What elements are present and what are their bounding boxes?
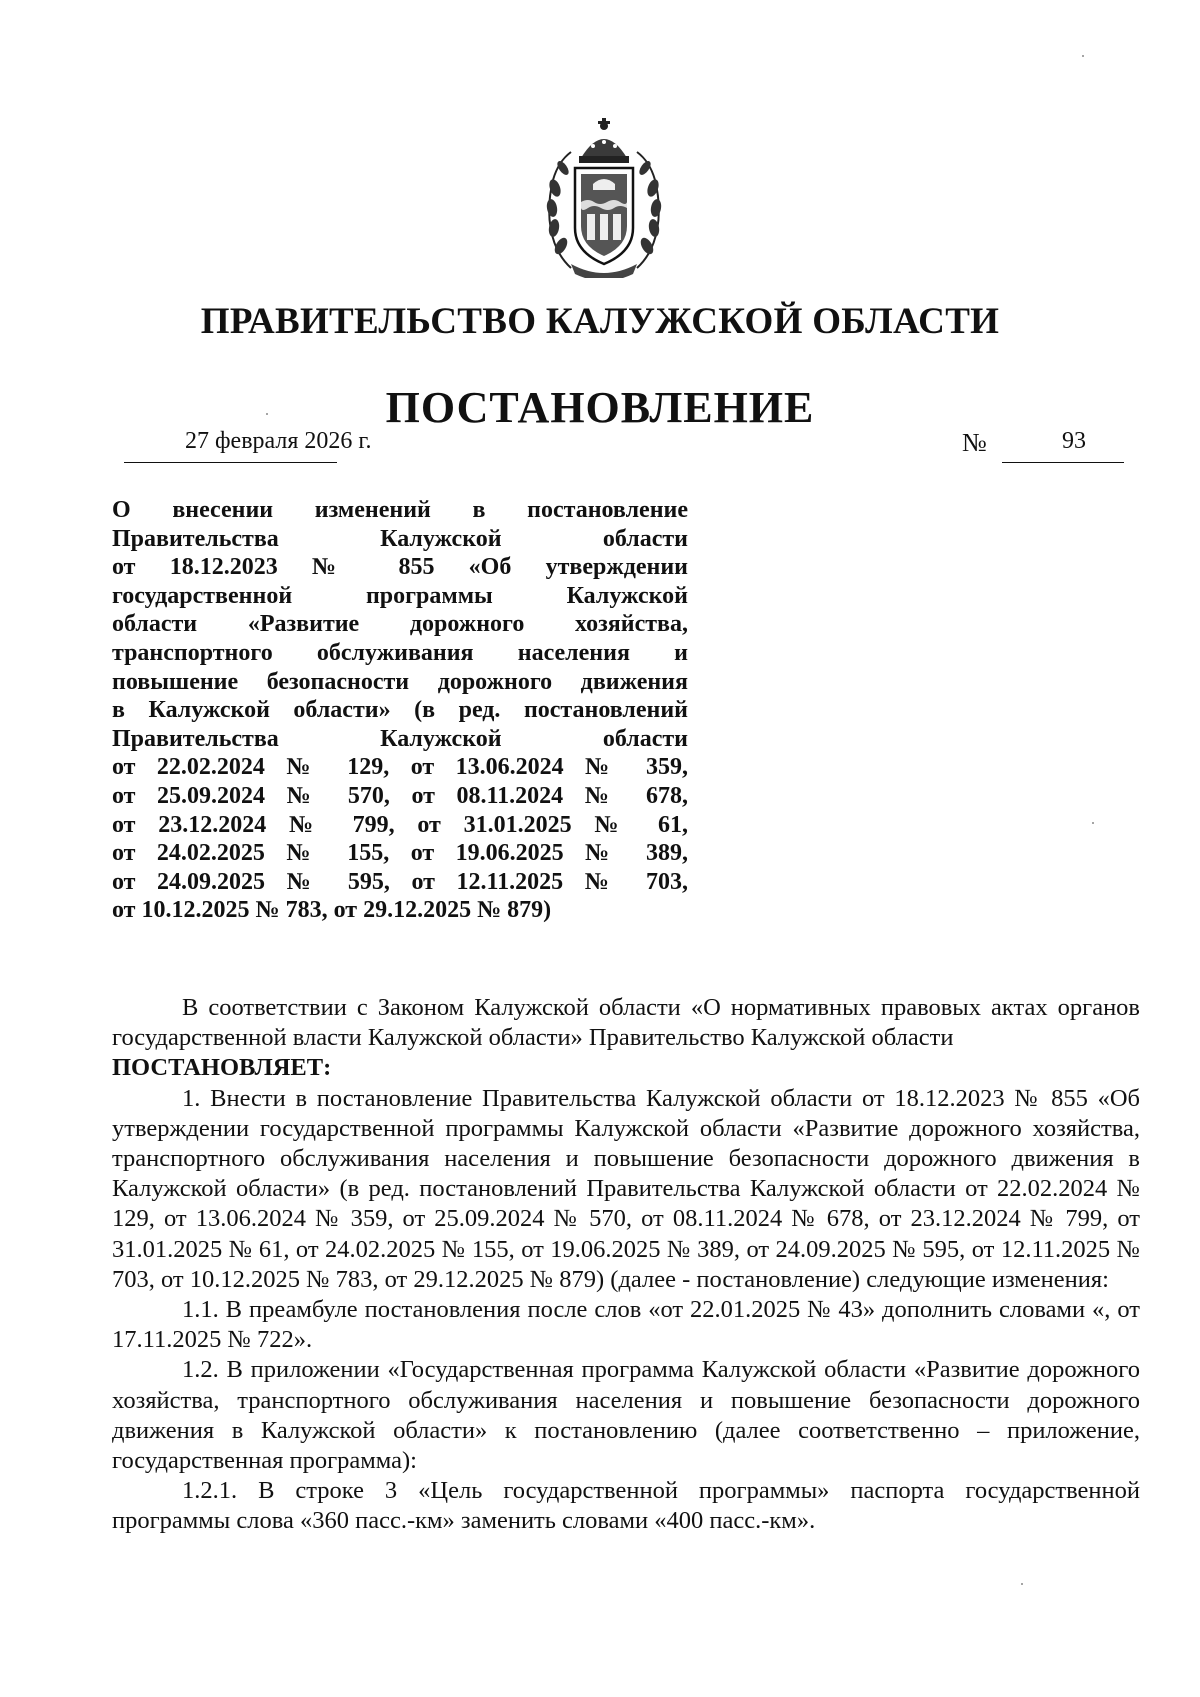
preamble-text: В соответствии с Законом Калужской области «О нормативных правовых актах органов государственной власти Калужской области» Правительство Калужской области	[112, 994, 1140, 1052]
subject-line: от 24.02.2025 № 155, от 19.06.2025 № 389,	[112, 840, 688, 867]
subject-line: повышение безопасности дорожного движения	[112, 668, 688, 695]
subject-line: О внесении изменений в постановление	[112, 497, 688, 523]
resolves-word: ПОСТАНОВЛЯЕТ:	[112, 1054, 332, 1082]
document-number: 93	[1062, 428, 1086, 454]
document-date: 27 февраля 2026 г.	[185, 428, 372, 454]
scan-speck	[1021, 1583, 1023, 1585]
number-sign: №	[962, 428, 987, 457]
clause-1-1: 1.1. В преамбуле постановления после слов «от 22.01.2025 № 43» дополнить словами «, от 17.11.2025 № 722».	[112, 1296, 1140, 1354]
subject-line: от 23.12.2024 № 799, от 31.01.2025 № 61,	[112, 811, 688, 838]
coat-of-arms-icon	[541, 118, 667, 278]
subject-line: Правительства Калужской области	[112, 525, 688, 552]
subject-line: в Калужской области» (в ред. постановлений	[112, 697, 688, 724]
subject-line: области «Развитие дорожного хозяйства,	[112, 611, 688, 638]
clause-1: 1. Внести в постановление Правительства Калужской области от 18.12.2023 № 855 «Об утверждении государственной программы Калужской области «Развитие дорожного хозяйства, транспортного обслуживания населения и повышение безопасности дорожного движения в Калужской области» (в ред. постановлений Правительства Калужской области от 22.02.2024 № 129, от 13.06.2024 № 359, от 25.09.2024 № 570, от 08.11.2024 № 678, от 23.12.2024 № 799, от 31.01.2025 № 61, от 24.02.2025 № 155, от 19.06.2025 № 389, от 24.09.2025 № 595, от 12.11.2025 № 703, от 10.12.2025 № 783, от 29.12.2025 № 879) (далее - постановление) следующие изменения:	[112, 1084, 1140, 1293]
subject-line: Правительства Калужской области	[112, 725, 688, 752]
subject-line: от 10.12.2025 № 783, от 29.12.2025 № 879)	[112, 897, 552, 924]
scan-speck	[1082, 55, 1084, 57]
document-subject	[112, 496, 688, 925]
scan-speck	[1092, 822, 1094, 824]
preamble-paragraph	[112, 993, 1140, 1053]
document-type-heading: ПОСТАНОВЛЕНИЕ	[385, 383, 815, 432]
subject-line: от 22.02.2024 № 129, от 13.06.2024 № 359,	[112, 754, 688, 781]
subject-line: от 25.09.2024 № 570, от 08.11.2024 № 678,	[112, 782, 688, 809]
document-body	[112, 993, 1140, 1537]
resolves-paragraph	[112, 1053, 1140, 1083]
scan-speck	[266, 413, 268, 415]
subject-line: от 18.12.2023 № 855 «Об утверждении	[112, 554, 688, 581]
clause-1-2-1: 1.2.1. В строке 3 «Цель государственной программы» паспорта государственной программы слова «360 пасс.-км» заменить словами «400 пасс.-км».	[112, 1477, 1140, 1535]
organization-title: ПРАВИТЕЛЬСТВО КАЛУЖСКОЙ ОБЛАСТИ	[200, 301, 1000, 342]
subject-line: государственной программы Калужской	[112, 582, 688, 609]
clause-1-2: 1.2. В приложении «Государственная программа Калужской области «Развитие дорожного хозяйства, транспортного обслуживания населения и повышение безопасности дорожного движения в Калужской области» к постановлению (далее соответственно – приложение, государственная программа):	[112, 1356, 1140, 1475]
subject-line: от 24.09.2025 № 595, от 12.11.2025 № 703,	[112, 868, 688, 895]
subject-line: транспортного обслуживания населения и	[112, 639, 688, 666]
